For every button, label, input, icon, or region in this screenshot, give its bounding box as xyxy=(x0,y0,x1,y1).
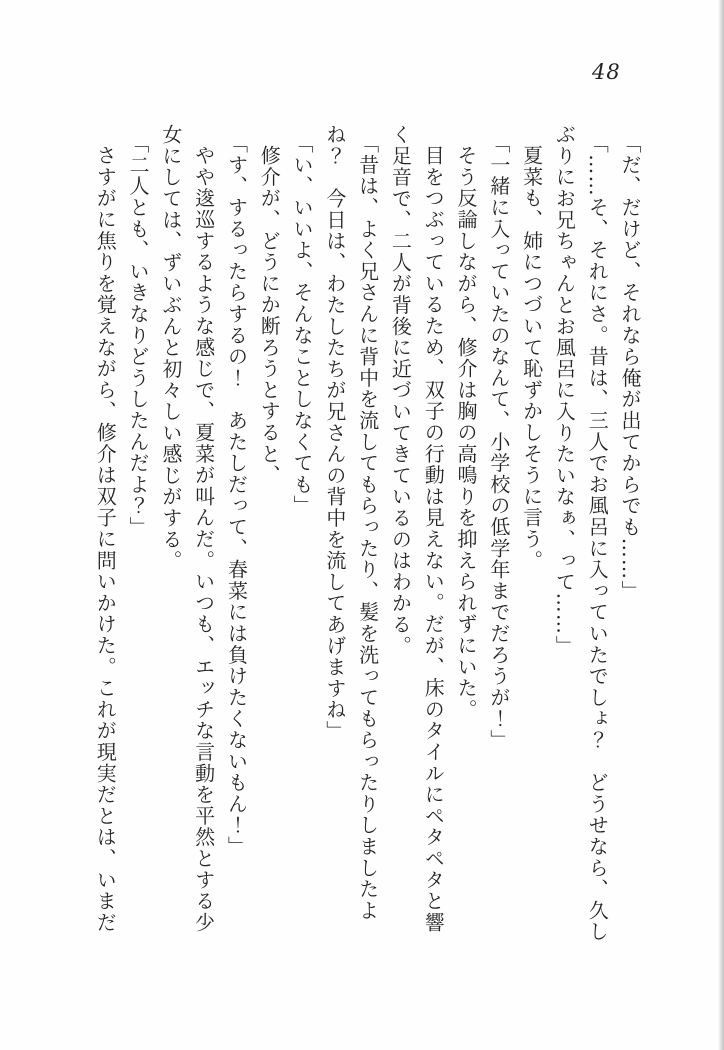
text-column-3: ぶりにお兄ちゃんとお風呂に入りたいなぁ、って……」 xyxy=(552,124,577,657)
text-column-6: そう反論しながら、修介は胸の高鳴りを抑えられずにいた。 xyxy=(454,145,479,721)
text-column-7: 目をつぶっているため、双子の行動は見えない。だが、床のタイルにペタペタと響 xyxy=(421,145,446,934)
text-column-16: 「二人とも、いきなりどうしたんだよ？」 xyxy=(126,133,151,538)
text-column-2: 「……そ、それにさ。昔は、三人でお風呂に入っていたでしょ？ どうせなら、久し xyxy=(585,133,610,943)
text-column-15: 女にしては、ずいぶんと初々しい感じがする。 xyxy=(158,124,183,572)
text-column-1: 「だ、だけど、それなら俺が出てからでも……」 xyxy=(618,133,642,602)
page-number: 48 xyxy=(592,60,621,84)
text-column-12: 修介が、どうにか断ろうとすると、 xyxy=(257,145,282,486)
text-column-14: やや逡巡するような感じで、夏菜が叫んだ。いつも、エッチな言動を平然とする少 xyxy=(191,145,216,934)
text-column-13: 「す、するったらするの！ あたしだって、春菜には負けたくないもん！」 xyxy=(224,133,249,858)
text-column-10: ね？ 今日は、わたしたちが兄さんの背中を流してあげますね」 xyxy=(322,124,347,742)
text-column-17: さすがに焦りを覚えながら、修介は双子に問いかけた。これが現実だとは、いまだ xyxy=(93,145,118,934)
page-edge-shadow xyxy=(718,0,724,1050)
text-column-5: 「一緒に入っていたのなんて、小学校の低学年までだろうが！」 xyxy=(486,133,511,751)
text-column-9: 「昔は、よく兄さんに背中を流してもらったり、髪を洗ってもらったりしましたよ xyxy=(355,133,380,922)
vertical-text-block xyxy=(86,124,646,960)
text-column-8: く足音で、二人が背後に近づいてきているのはわかる。 xyxy=(388,124,413,657)
text-column-4: 夏菜も、姉につづいて恥ずかしそうに言う。 xyxy=(519,145,544,571)
text-column-11: 「い、いいよ、そんなことしなくても」 xyxy=(290,133,315,517)
